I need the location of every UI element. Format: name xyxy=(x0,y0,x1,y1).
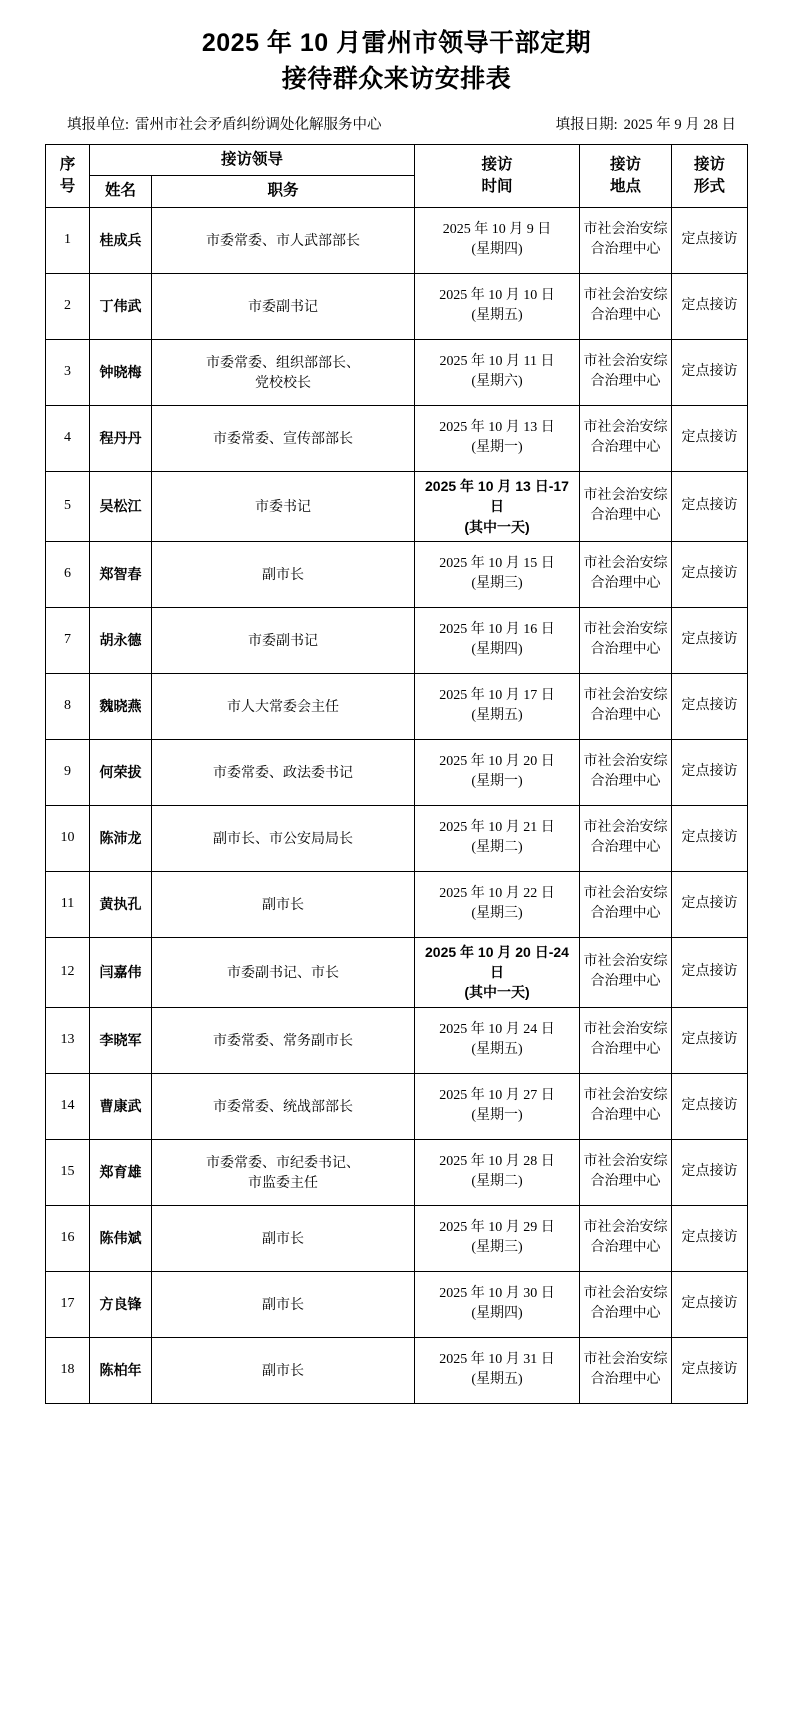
cell-form: 定点接访 xyxy=(672,1073,748,1139)
cell-time-date: 2025 年 10 月 16 日 xyxy=(439,622,555,638)
table-row xyxy=(46,1205,748,1271)
cell-form: 定点接访 xyxy=(672,673,748,739)
table-row xyxy=(46,1337,748,1403)
header-name: 姓名 xyxy=(90,176,152,207)
cell-seq: 12 xyxy=(46,937,90,1007)
cell-place xyxy=(580,871,672,937)
table-row xyxy=(46,339,748,405)
cell-place-line-1: 市社会治安综 xyxy=(583,488,668,504)
cell-seq: 9 xyxy=(46,739,90,805)
table-row xyxy=(46,937,748,1007)
cell-leader-post xyxy=(152,471,415,541)
table-row xyxy=(46,1139,748,1205)
cell-leader-post-line-1: 副市长 xyxy=(262,566,304,583)
header-seq xyxy=(46,145,90,208)
report-date-value: 2025 年 9 月 28 日 xyxy=(623,117,736,133)
table-row xyxy=(46,739,748,805)
cell-leader-post-line-1: 市委常委、组织部部长、 xyxy=(206,354,360,371)
cell-place-line-1: 市社会治安综 xyxy=(583,556,668,572)
cell-time-weekday: (星期五) xyxy=(471,708,523,724)
cell-leader-post xyxy=(152,1139,415,1205)
cell-time-weekday: (星期一) xyxy=(471,1108,523,1124)
cell-place-line-1: 市社会治安综 xyxy=(583,688,668,704)
cell-leader-post-line-2: 党校校长 xyxy=(255,374,311,391)
cell-place-line-1: 市社会治安综 xyxy=(583,820,668,836)
cell-seq: 11 xyxy=(46,871,90,937)
cell-place-line-1: 市社会治安综 xyxy=(583,622,668,638)
cell-form: 定点接访 xyxy=(672,805,748,871)
cell-place xyxy=(580,1007,672,1073)
cell-place xyxy=(580,607,672,673)
table-body xyxy=(46,207,748,1403)
cell-form: 定点接访 xyxy=(672,471,748,541)
cell-time-date: 2025 年 10 月 13 日 xyxy=(439,420,555,436)
cell-place xyxy=(580,273,672,339)
cell-time xyxy=(415,805,580,871)
page-title-line-1: 2025 年 10 月雷州市领导干部定期 xyxy=(201,29,592,57)
cell-time xyxy=(415,739,580,805)
cell-time xyxy=(415,1073,580,1139)
cell-seq: 18 xyxy=(46,1337,90,1403)
cell-place-line-1: 市社会治安综 xyxy=(583,1153,668,1169)
cell-place xyxy=(580,805,672,871)
cell-time xyxy=(415,1337,580,1403)
cell-time xyxy=(415,1205,580,1271)
cell-time xyxy=(415,871,580,937)
cell-place xyxy=(580,471,672,541)
cell-place xyxy=(580,1205,672,1271)
table-row xyxy=(46,805,748,871)
cell-form: 定点接访 xyxy=(672,339,748,405)
cell-leader-post xyxy=(152,739,415,805)
cell-time xyxy=(415,673,580,739)
cell-place-line-2: 合治理中心 xyxy=(590,1240,661,1256)
cell-leader-name: 郑育雄 xyxy=(90,1139,152,1205)
cell-place xyxy=(580,937,672,1007)
cell-place xyxy=(580,1073,672,1139)
cell-leader-post xyxy=(152,937,415,1007)
cell-time-weekday: (星期六) xyxy=(471,374,523,390)
header-leader: 接访领导 xyxy=(90,145,415,176)
cell-time-date: 2025 年 10 月 24 日 xyxy=(439,1021,555,1037)
cell-leader-post xyxy=(152,1073,415,1139)
cell-form: 定点接访 xyxy=(672,1205,748,1271)
cell-leader-post xyxy=(152,1007,415,1073)
cell-place-line-2: 合治理中心 xyxy=(590,242,661,258)
table-row xyxy=(46,1073,748,1139)
header-post: 职务 xyxy=(152,176,415,207)
cell-time-weekday: (星期一) xyxy=(471,440,523,456)
cell-leader-post xyxy=(152,405,415,471)
cell-leader-name: 吴松江 xyxy=(90,471,152,541)
header-row-1 xyxy=(46,145,748,176)
table-header xyxy=(46,145,748,208)
cell-place-line-1: 市社会治安综 xyxy=(583,354,668,370)
cell-time xyxy=(415,405,580,471)
cell-leader-post xyxy=(152,871,415,937)
cell-time-date: 2025 年 10 月 11 日 xyxy=(439,354,555,370)
cell-leader-post-line-1: 市人大常委会主任 xyxy=(227,698,339,715)
cell-seq: 16 xyxy=(46,1205,90,1271)
cell-leader-post xyxy=(152,1337,415,1403)
cell-time-weekday: (星期一) xyxy=(471,774,523,790)
cell-leader-post-line-1: 市委常委、市人武部部长 xyxy=(206,232,360,249)
cell-place-line-2: 合治理中心 xyxy=(590,974,661,990)
header-time xyxy=(415,145,580,208)
table-row xyxy=(46,1271,748,1337)
header-place-line-1: 接访 xyxy=(609,155,641,173)
cell-time-weekday: (星期五) xyxy=(471,308,523,324)
cell-time-date: 2025 年 10 月 22 日 xyxy=(439,886,555,902)
cell-leader-post xyxy=(152,1205,415,1271)
cell-leader-name: 陈沛龙 xyxy=(90,805,152,871)
cell-time-weekday: (星期三) xyxy=(471,1240,523,1256)
table-row xyxy=(46,871,748,937)
cell-leader-post-line-1: 市委常委、统战部部长 xyxy=(213,1098,353,1115)
cell-time-date: 2025 年 10 月 9 日 xyxy=(442,222,552,238)
cell-place-line-2: 合治理中心 xyxy=(590,906,661,922)
cell-form: 定点接访 xyxy=(672,405,748,471)
cell-leader-post-line-1: 市委常委、常务副市长 xyxy=(213,1032,353,1049)
cell-place-line-1: 市社会治安综 xyxy=(583,886,668,902)
cell-place-line-1: 市社会治安综 xyxy=(583,1087,668,1103)
cell-leader-post xyxy=(152,673,415,739)
header-seq-line-2: 号 xyxy=(59,177,76,195)
cell-seq: 10 xyxy=(46,805,90,871)
cell-time xyxy=(415,1139,580,1205)
cell-place-line-2: 合治理中心 xyxy=(590,1372,661,1388)
cell-leader-post xyxy=(152,805,415,871)
table-row xyxy=(46,207,748,273)
cell-place xyxy=(580,405,672,471)
cell-form: 定点接访 xyxy=(672,1007,748,1073)
cell-time-weekday: (星期五) xyxy=(471,1042,523,1058)
cell-time xyxy=(415,1271,580,1337)
table-row xyxy=(46,1007,748,1073)
document-meta xyxy=(45,113,748,134)
cell-leader-post xyxy=(152,273,415,339)
cell-place xyxy=(580,339,672,405)
cell-place-line-2: 合治理中心 xyxy=(590,576,661,592)
cell-time-date: 2025 年 10 月 17 日 xyxy=(439,688,555,704)
cell-leader-name: 陈柏年 xyxy=(90,1337,152,1403)
cell-seq: 3 xyxy=(46,339,90,405)
cell-time-weekday: (其中一天) xyxy=(464,518,530,535)
cell-leader-name: 程丹丹 xyxy=(90,405,152,471)
cell-leader-post xyxy=(152,207,415,273)
table-row xyxy=(46,541,748,607)
cell-place xyxy=(580,207,672,273)
cell-time-date: 2025 年 10 月 20 日-24 日 xyxy=(425,943,569,981)
cell-place-line-1: 市社会治安综 xyxy=(583,222,668,238)
cell-leader-post-line-1: 副市长 xyxy=(262,896,304,913)
cell-time xyxy=(415,607,580,673)
cell-leader-post-line-1: 市委书记 xyxy=(255,498,311,515)
cell-time-date: 2025 年 10 月 10 日 xyxy=(439,288,555,304)
cell-form: 定点接访 xyxy=(672,207,748,273)
cell-form: 定点接访 xyxy=(672,541,748,607)
cell-leader-name: 魏晓燕 xyxy=(90,673,152,739)
cell-seq: 1 xyxy=(46,207,90,273)
cell-seq: 15 xyxy=(46,1139,90,1205)
header-place xyxy=(580,145,672,208)
table-row xyxy=(46,405,748,471)
cell-seq: 6 xyxy=(46,541,90,607)
cell-seq: 13 xyxy=(46,1007,90,1073)
cell-leader-post-line-1: 副市长 xyxy=(262,1362,304,1379)
cell-form: 定点接访 xyxy=(672,739,748,805)
cell-time-date: 2025 年 10 月 27 日 xyxy=(439,1087,555,1103)
cell-time xyxy=(415,207,580,273)
cell-place-line-2: 合治理中心 xyxy=(590,440,661,456)
table-row xyxy=(46,471,748,541)
cell-time xyxy=(415,541,580,607)
cell-time xyxy=(415,1007,580,1073)
cell-form: 定点接访 xyxy=(672,273,748,339)
cell-leader-name: 陈伟斌 xyxy=(90,1205,152,1271)
cell-time-date: 2025 年 10 月 13 日-17 日 xyxy=(425,477,569,515)
page-title xyxy=(45,26,748,97)
cell-leader-name: 何荣拔 xyxy=(90,739,152,805)
cell-place-line-1: 市社会治安综 xyxy=(583,288,668,304)
cell-leader-name: 黄执孔 xyxy=(90,871,152,937)
cell-leader-post-line-1: 副市长、市公安局局长 xyxy=(213,830,353,847)
cell-time-weekday: (星期五) xyxy=(471,1372,523,1388)
cell-leader-post-line-1: 市委常委、市纪委书记、 xyxy=(206,1153,360,1170)
cell-time xyxy=(415,471,580,541)
cell-place-line-2: 合治理中心 xyxy=(590,774,661,790)
cell-place-line-1: 市社会治安综 xyxy=(583,1351,668,1367)
header-form-line-2: 形式 xyxy=(693,177,725,195)
cell-leader-post-line-1: 副市长 xyxy=(262,1230,304,1247)
cell-seq: 8 xyxy=(46,673,90,739)
cell-place xyxy=(580,1139,672,1205)
cell-time xyxy=(415,339,580,405)
cell-time-date: 2025 年 10 月 31 日 xyxy=(439,1351,555,1367)
cell-leader-post xyxy=(152,541,415,607)
cell-leader-name: 钟晓梅 xyxy=(90,339,152,405)
cell-place xyxy=(580,1271,672,1337)
cell-time xyxy=(415,273,580,339)
report-date-label: 填报日期: xyxy=(555,117,618,133)
cell-place-line-2: 合治理中心 xyxy=(590,1174,661,1190)
cell-place-line-2: 合治理中心 xyxy=(590,308,661,324)
cell-leader-post-line-2: 市监委主任 xyxy=(248,1174,318,1191)
cell-leader-post-line-1: 市委副书记 xyxy=(248,632,318,649)
cell-time-date: 2025 年 10 月 15 日 xyxy=(439,556,555,572)
cell-place-line-1: 市社会治安综 xyxy=(583,953,668,969)
cell-leader-name: 曹康武 xyxy=(90,1073,152,1139)
cell-leader-post-line-1: 副市长 xyxy=(262,1296,304,1313)
cell-place-line-2: 合治理中心 xyxy=(590,374,661,390)
cell-time-weekday: (星期四) xyxy=(471,1306,523,1322)
cell-time-weekday: (星期二) xyxy=(471,840,523,856)
cell-form: 定点接访 xyxy=(672,1337,748,1403)
cell-time-date: 2025 年 10 月 30 日 xyxy=(439,1285,555,1301)
cell-place-line-1: 市社会治安综 xyxy=(583,1021,668,1037)
cell-form: 定点接访 xyxy=(672,1271,748,1337)
cell-form: 定点接访 xyxy=(672,871,748,937)
cell-place-line-1: 市社会治安综 xyxy=(583,1285,668,1301)
cell-seq: 2 xyxy=(46,273,90,339)
cell-leader-name: 胡永德 xyxy=(90,607,152,673)
table-row xyxy=(46,673,748,739)
cell-place xyxy=(580,739,672,805)
reporting-unit-value: 雷州市社会矛盾纠纷调处化解服务中心 xyxy=(135,117,382,133)
cell-leader-name: 郑智春 xyxy=(90,541,152,607)
cell-seq: 14 xyxy=(46,1073,90,1139)
cell-leader-post-line-1: 市委副书记、市长 xyxy=(227,964,339,981)
cell-leader-post-line-1: 市委副书记 xyxy=(248,298,318,315)
cell-time-weekday: (星期四) xyxy=(471,242,523,258)
cell-time-weekday: (星期四) xyxy=(471,642,523,658)
cell-time-weekday: (星期二) xyxy=(471,1174,523,1190)
cell-form: 定点接访 xyxy=(672,1139,748,1205)
cell-place xyxy=(580,1337,672,1403)
cell-leader-name: 李晓军 xyxy=(90,1007,152,1073)
header-form xyxy=(672,145,748,208)
cell-time-date: 2025 年 10 月 21 日 xyxy=(439,820,555,836)
reporting-unit-label: 填报单位: xyxy=(67,117,130,133)
cell-place xyxy=(580,673,672,739)
cell-seq: 7 xyxy=(46,607,90,673)
cell-leader-post xyxy=(152,607,415,673)
cell-leader-name: 闫嘉伟 xyxy=(90,937,152,1007)
cell-place-line-2: 合治理中心 xyxy=(590,1108,661,1124)
header-time-line-1: 接访 xyxy=(481,155,513,173)
cell-form: 定点接访 xyxy=(672,607,748,673)
header-seq-line-1: 序 xyxy=(59,155,76,173)
cell-time-date: 2025 年 10 月 29 日 xyxy=(439,1219,555,1235)
cell-leader-post xyxy=(152,339,415,405)
cell-seq: 5 xyxy=(46,471,90,541)
cell-time-weekday: (星期三) xyxy=(471,576,523,592)
cell-seq: 4 xyxy=(46,405,90,471)
page-title-line-2: 接待群众来访安排表 xyxy=(281,64,512,93)
table-row xyxy=(46,273,748,339)
cell-place-line-1: 市社会治安综 xyxy=(583,754,668,770)
cell-place-line-2: 合治理中心 xyxy=(590,840,661,856)
cell-place-line-2: 合治理中心 xyxy=(590,1306,661,1322)
cell-seq: 17 xyxy=(46,1271,90,1337)
cell-place xyxy=(580,541,672,607)
cell-leader-post-line-1: 市委常委、政法委书记 xyxy=(213,764,353,781)
table-row xyxy=(46,607,748,673)
cell-place-line-1: 市社会治安综 xyxy=(583,1219,668,1235)
cell-time-weekday: (星期三) xyxy=(471,906,523,922)
cell-time-date: 2025 年 10 月 28 日 xyxy=(439,1153,555,1169)
cell-leader-name: 丁伟武 xyxy=(90,273,152,339)
cell-time-weekday: (其中一天) xyxy=(464,984,530,1001)
cell-place-line-1: 市社会治安综 xyxy=(583,420,668,436)
cell-leader-name: 方良锋 xyxy=(90,1271,152,1337)
header-place-line-2: 地点 xyxy=(609,177,641,195)
header-form-line-1: 接访 xyxy=(693,155,725,173)
cell-place-line-2: 合治理中心 xyxy=(590,508,661,524)
cell-leader-post-line-1: 市委常委、宣传部部长 xyxy=(213,430,353,447)
cell-leader-post xyxy=(152,1271,415,1337)
cell-place-line-2: 合治理中心 xyxy=(590,708,661,724)
cell-place-line-2: 合治理中心 xyxy=(590,1042,661,1058)
schedule-table xyxy=(45,144,748,1404)
cell-form: 定点接访 xyxy=(672,937,748,1007)
cell-time xyxy=(415,937,580,1007)
cell-leader-name: 桂成兵 xyxy=(90,207,152,273)
cell-place-line-2: 合治理中心 xyxy=(590,642,661,658)
cell-time-date: 2025 年 10 月 20 日 xyxy=(439,754,555,770)
header-time-line-2: 时间 xyxy=(481,177,513,195)
